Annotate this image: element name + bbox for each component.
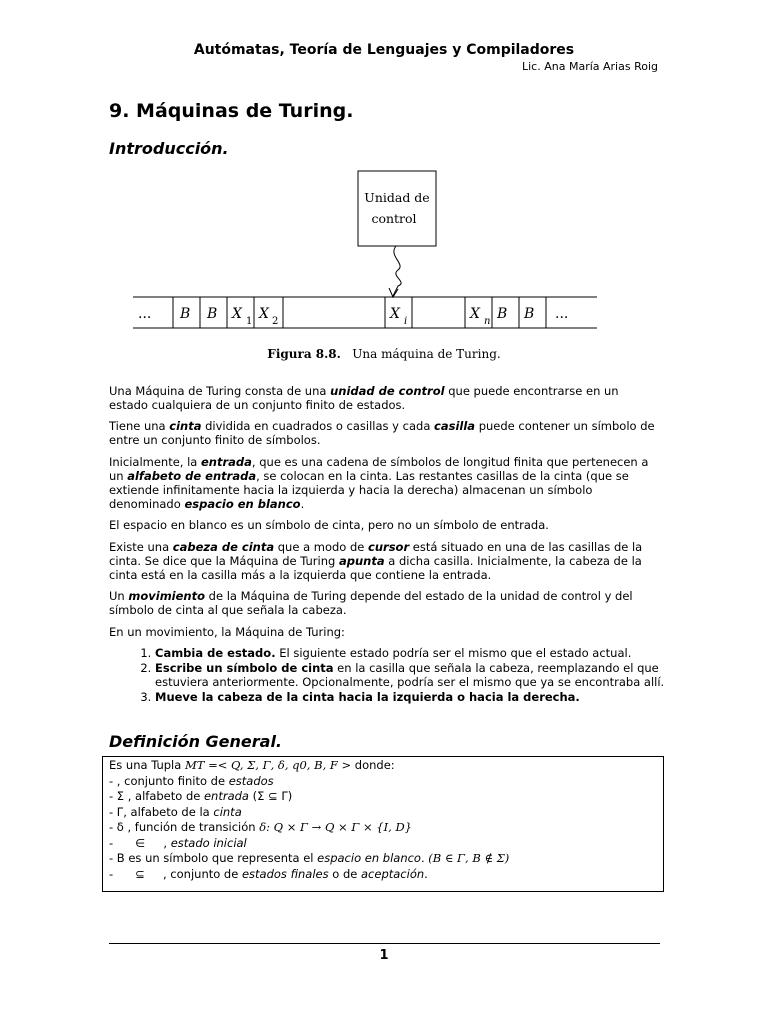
tape-cell-ellipsis-right: ... (555, 306, 569, 322)
definition-initial-state: - ∈ , estado inicial (109, 835, 247, 850)
tape-cell-b1: B (180, 306, 191, 322)
turing-machine-figure (130, 168, 600, 368)
definition-final-states: - ⊆ , conjunto de estados finales o de aceptación. (109, 866, 428, 881)
list-item: 3. Mueve la cabeza de la cinta hacia la izquierda o hacia la derecha. (155, 690, 705, 704)
tape-cell-xn: X (470, 306, 480, 322)
definition-heading: Definición General. (109, 732, 282, 751)
figure-caption-label: Figura 8.8. (267, 347, 341, 361)
definition-input-alphabet: - Σ , alfabeto de entrada (Σ ⊆ Γ) (109, 789, 293, 803)
tape-subscript-2: 2 (272, 316, 279, 327)
figure-caption-text: Una máquina de Turing. (352, 347, 501, 361)
control-unit-label-2: control (371, 211, 417, 226)
tape-cell-b2: B (207, 306, 218, 322)
intro-heading: Introducción. (109, 139, 229, 158)
paragraph-control-unit: Una Máquina de Turing consta de una unidad de control que puede encontrarse en un estado cualquiera de un conjunto finito de estados. (109, 384, 619, 412)
tape-cell-xi: X (390, 306, 400, 322)
control-unit-box (358, 171, 436, 246)
paragraph-input: Inicialmente, la entrada, que es una cadena de símbolos de longitud finita que pertenecen a un alfabeto de entrada, se colocan en la cinta. Las restantes casillas de la cinta (que se extiende infinitamente hacia la izquierda y hacia la derecha) almacenan un símbolo denominado espacio en blanco. (109, 455, 649, 511)
move-steps-list (109, 646, 705, 705)
header-author: Lic. Ana María Arias Roig (522, 60, 658, 73)
tape-cell-b4: B (524, 306, 535, 322)
head-pointer-arrow (393, 246, 401, 296)
list-item: 1. Cambia de estado. El siguiente estado podría ser el mismo que el estado actual. (155, 646, 705, 660)
paragraph-tape: Tiene una cinta dividida en cuadrados o casillas y cada casilla puede contener un símbolo de entre un conjunto finito de símbolos. (109, 419, 655, 447)
header-title: Autómatas, Teoría de Lenguajes y Compiladores (193, 42, 575, 58)
paragraph-movement: Un movimiento de la Máquina de Turing depende del estado de la unidad de control y del símbolo de cinta al que señala la cabeza. (109, 589, 633, 617)
definition-intro: Es una Tupla MT =< Q, Σ, Γ, δ, q0, B, F > donde: (109, 758, 395, 772)
definition-blank: - B es un símbolo que representa el espacio en blanco. (B ∈ Γ, B ∉ Σ) (109, 851, 510, 865)
section-title: 9. Máquinas de Turing. (109, 100, 354, 122)
definition-tape-alphabet: - Γ, alfabeto de la cinta (109, 804, 242, 819)
tape-subscript-n: n (484, 316, 491, 327)
tape-cell-x2: X (259, 306, 269, 322)
tape-cell-x1: X (232, 306, 242, 322)
tape-subscript-i: i (404, 316, 408, 327)
definition-box (102, 756, 664, 892)
paragraph-blank: El espacio en blanco es un símbolo de cinta, pero no un símbolo de entrada. (109, 518, 549, 532)
paragraph-head: Existe una cabeza de cinta que a modo de cursor está situado en una de las casillas de la cinta. Se dice que la Máquina de Turing apunta a dicha casilla. Inicialmente, la cabeza de la cinta está en la casilla más a la izquierda que contiene la entrada. (109, 540, 643, 582)
tape-subscript-1: 1 (246, 316, 253, 327)
tape-cell-b3: B (497, 306, 508, 322)
control-unit-label-1: Unidad de (364, 190, 430, 205)
definition-transition: - δ , función de transición δ: Q × Γ → Q × Γ × {I, D} (109, 820, 412, 834)
list-item: 2. Escribe un símbolo de cinta en la casilla que señala la cabeza, reemplazando el que estuviera anteriormente. Opcionalmente, podría ser el mismo que ya se encontraba allí. (155, 661, 705, 689)
definition-states: - , conjunto finito de estados (109, 773, 274, 788)
page-number: 1 (379, 948, 389, 963)
paragraph-move-intro: En un movimiento, la Máquina de Turing: (109, 625, 345, 639)
tape-cell-ellipsis-left: ... (138, 306, 152, 322)
figure-caption (0, 347, 768, 361)
footer-divider (109, 943, 660, 944)
